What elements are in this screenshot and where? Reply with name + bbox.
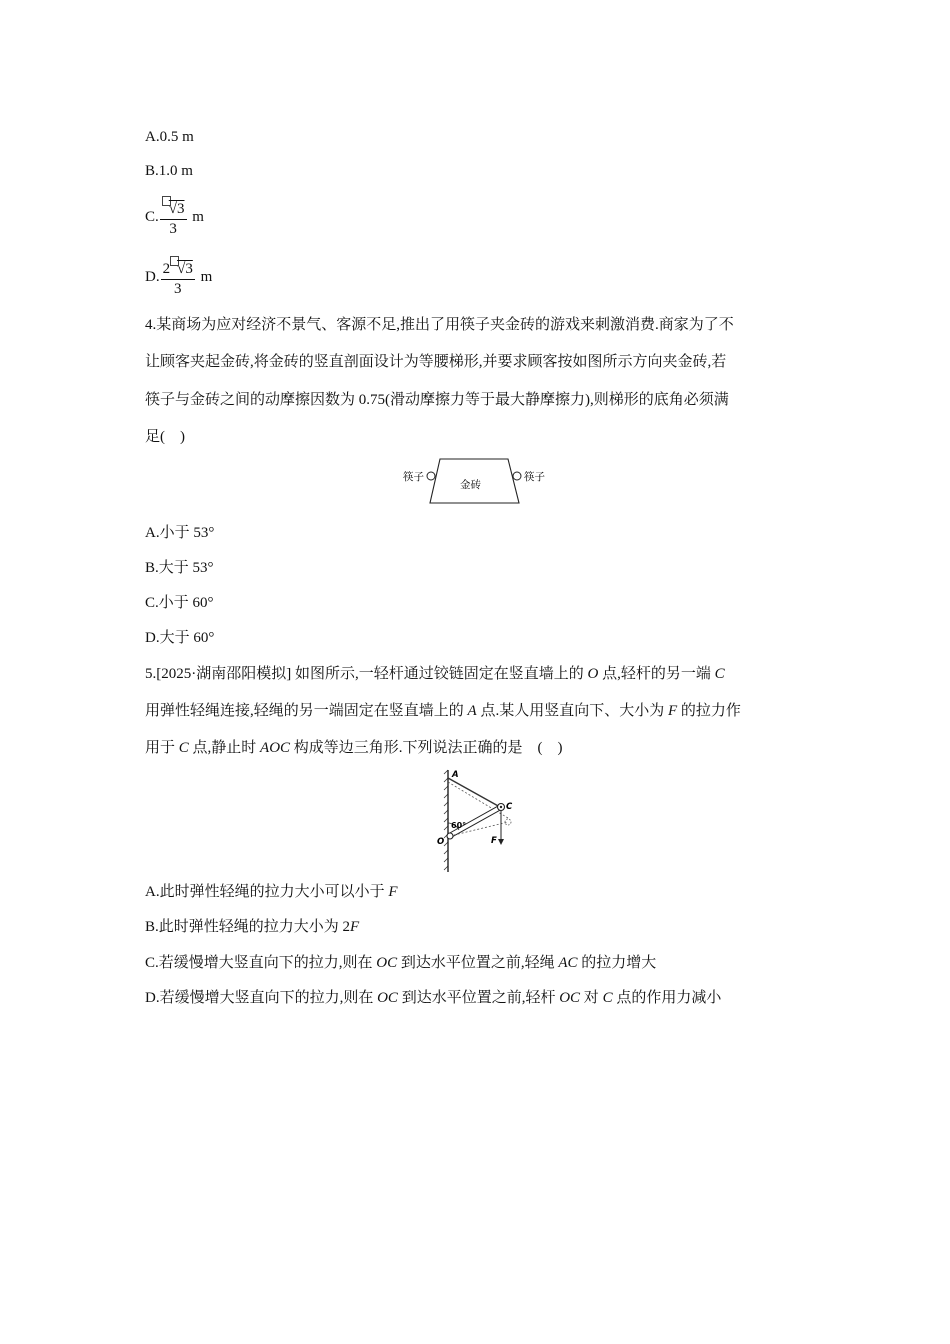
q5-option-c-text: 到达水平位置之前,轻绳	[397, 955, 559, 971]
q5-point-o: O	[587, 666, 599, 682]
q5-option-d	[145, 988, 721, 1008]
q3-option-d-unit: m	[200, 268, 213, 285]
brick-label: 金砖	[460, 479, 481, 491]
q5-stem-line-2	[145, 701, 741, 721]
figure-label-a: A	[452, 770, 459, 780]
q3-option-c-unit: m	[192, 208, 204, 225]
q5-text: 点,轻杆的另一端	[598, 666, 715, 682]
q3-option-d-numerator: √3	[177, 261, 193, 277]
q5-rod-oc: OC	[559, 990, 581, 1006]
q5-point-c: C	[714, 666, 725, 682]
q3-option-d-denominator: 3	[173, 281, 182, 297]
q3-option-c	[145, 196, 204, 239]
q5-stem-line-1	[145, 664, 725, 684]
q5-option-c	[145, 953, 656, 973]
q3-option-b: B.1.0 m	[145, 163, 193, 179]
q5-option-d-text: D.若缓慢增大竖直向下的拉力,则在	[145, 990, 378, 1006]
q5-stem-line-3	[145, 738, 563, 758]
dashed-rope	[448, 782, 508, 818]
joint-c-dot-icon	[500, 806, 502, 808]
q5-rod-oc: OC	[377, 990, 398, 1006]
q4-stem-line-4: 足( )	[145, 429, 185, 445]
q5-point-c: C	[602, 990, 613, 1006]
q4-stem-line-2: 让顾客夹起金砖,将金砖的竖直剖面设计为等腰梯形,并要求顾客按如图所示方向夹金砖,若	[145, 354, 727, 370]
q5-option-c-text: 的拉力增大	[577, 955, 657, 971]
q3-option-c-denominator: 3	[169, 221, 177, 237]
q5-option-d-text: 点的作用力减小	[612, 990, 722, 1006]
left-chopstick-label: 筷子	[403, 471, 424, 483]
q5-text: 点.某人用竖直向下、大小为	[476, 703, 668, 719]
q5-point-c: C	[178, 740, 189, 756]
elastic-rope-ac	[448, 778, 500, 807]
q3-option-c-fraction	[160, 196, 187, 239]
q4-option-c: C.小于 60°	[145, 595, 214, 611]
q4-stem-line-1: 4.某商场为应对经济不景气、客源不足,推出了用筷子夹金砖的游戏来刺激消费.商家为了不	[145, 317, 734, 333]
q5-rod-oc: OC	[376, 955, 398, 971]
figure-angle-label: 60°	[451, 821, 467, 830]
q3-option-d-fraction	[161, 256, 195, 299]
q5-text: 用弹性轻绳连接,轻绳的另一端固定在竖直墙上的	[145, 703, 468, 719]
figure-label-o: O	[437, 837, 445, 847]
q3-option-d	[145, 256, 212, 299]
q3-option-d-prefix: D.	[145, 268, 160, 285]
q4-option-d: D.大于 60°	[145, 630, 215, 646]
q5-text: 构成等边三角形.下列说法正确的是 ( )	[290, 740, 563, 756]
q3-option-a: A.0.5 m	[145, 129, 194, 145]
figure-label-c: C	[506, 802, 513, 812]
figure-label-f: F	[491, 836, 497, 846]
q5-option-d-text: 对	[580, 990, 603, 1006]
q3-option-c-prefix: C.	[145, 208, 159, 225]
q5-text: 用于	[145, 740, 179, 756]
q5-option-c-text: C.若缓慢增大竖直向下的拉力,则在	[145, 955, 377, 971]
q5-triangle-aoc: AOC	[260, 740, 291, 756]
q5-force-f: F	[350, 919, 360, 935]
hinge-o-icon	[447, 833, 453, 839]
q5-point-a: A	[467, 703, 477, 719]
q5-option-d-text: 到达水平位置之前,轻杆	[397, 990, 560, 1006]
q5-rope-ac: AC	[558, 955, 578, 971]
q4-option-a: A.小于 53°	[145, 525, 215, 541]
q5-text: 点,静止时	[188, 740, 261, 756]
q5-force-f: F	[388, 884, 398, 900]
q4-option-b: B.大于 53°	[145, 560, 214, 576]
right-chopstick-label: 筷子	[524, 471, 545, 483]
rod-rope-figure	[432, 768, 522, 873]
q5-text: 的拉力作	[677, 703, 741, 719]
q5-option-a-text: A.此时弹性轻绳的拉力大小可以小于	[145, 884, 389, 900]
gold-brick-figure	[398, 456, 550, 506]
q5-force-f: F	[667, 703, 678, 719]
q3-option-c-numerator: √3	[168, 201, 185, 217]
q5-option-a	[145, 882, 398, 902]
q5-option-b-text: B.此时弹性轻绳的拉力大小为 2	[145, 919, 351, 935]
q3-option-d-coefficient: 2	[162, 261, 171, 277]
q4-stem-line-3: 筷子与金砖之间的动摩擦因数为 0.75(滑动摩擦力等于最大静摩擦力),则梯形的底角必须满	[145, 392, 729, 408]
q5-text: 5.[2025·湖南邵阳模拟] 如图所示,一轻杆通过铰链固定在竖直墙上的	[145, 666, 588, 682]
right-chopstick-icon	[513, 472, 521, 480]
left-chopstick-icon	[427, 472, 435, 480]
q5-option-b	[145, 917, 359, 937]
